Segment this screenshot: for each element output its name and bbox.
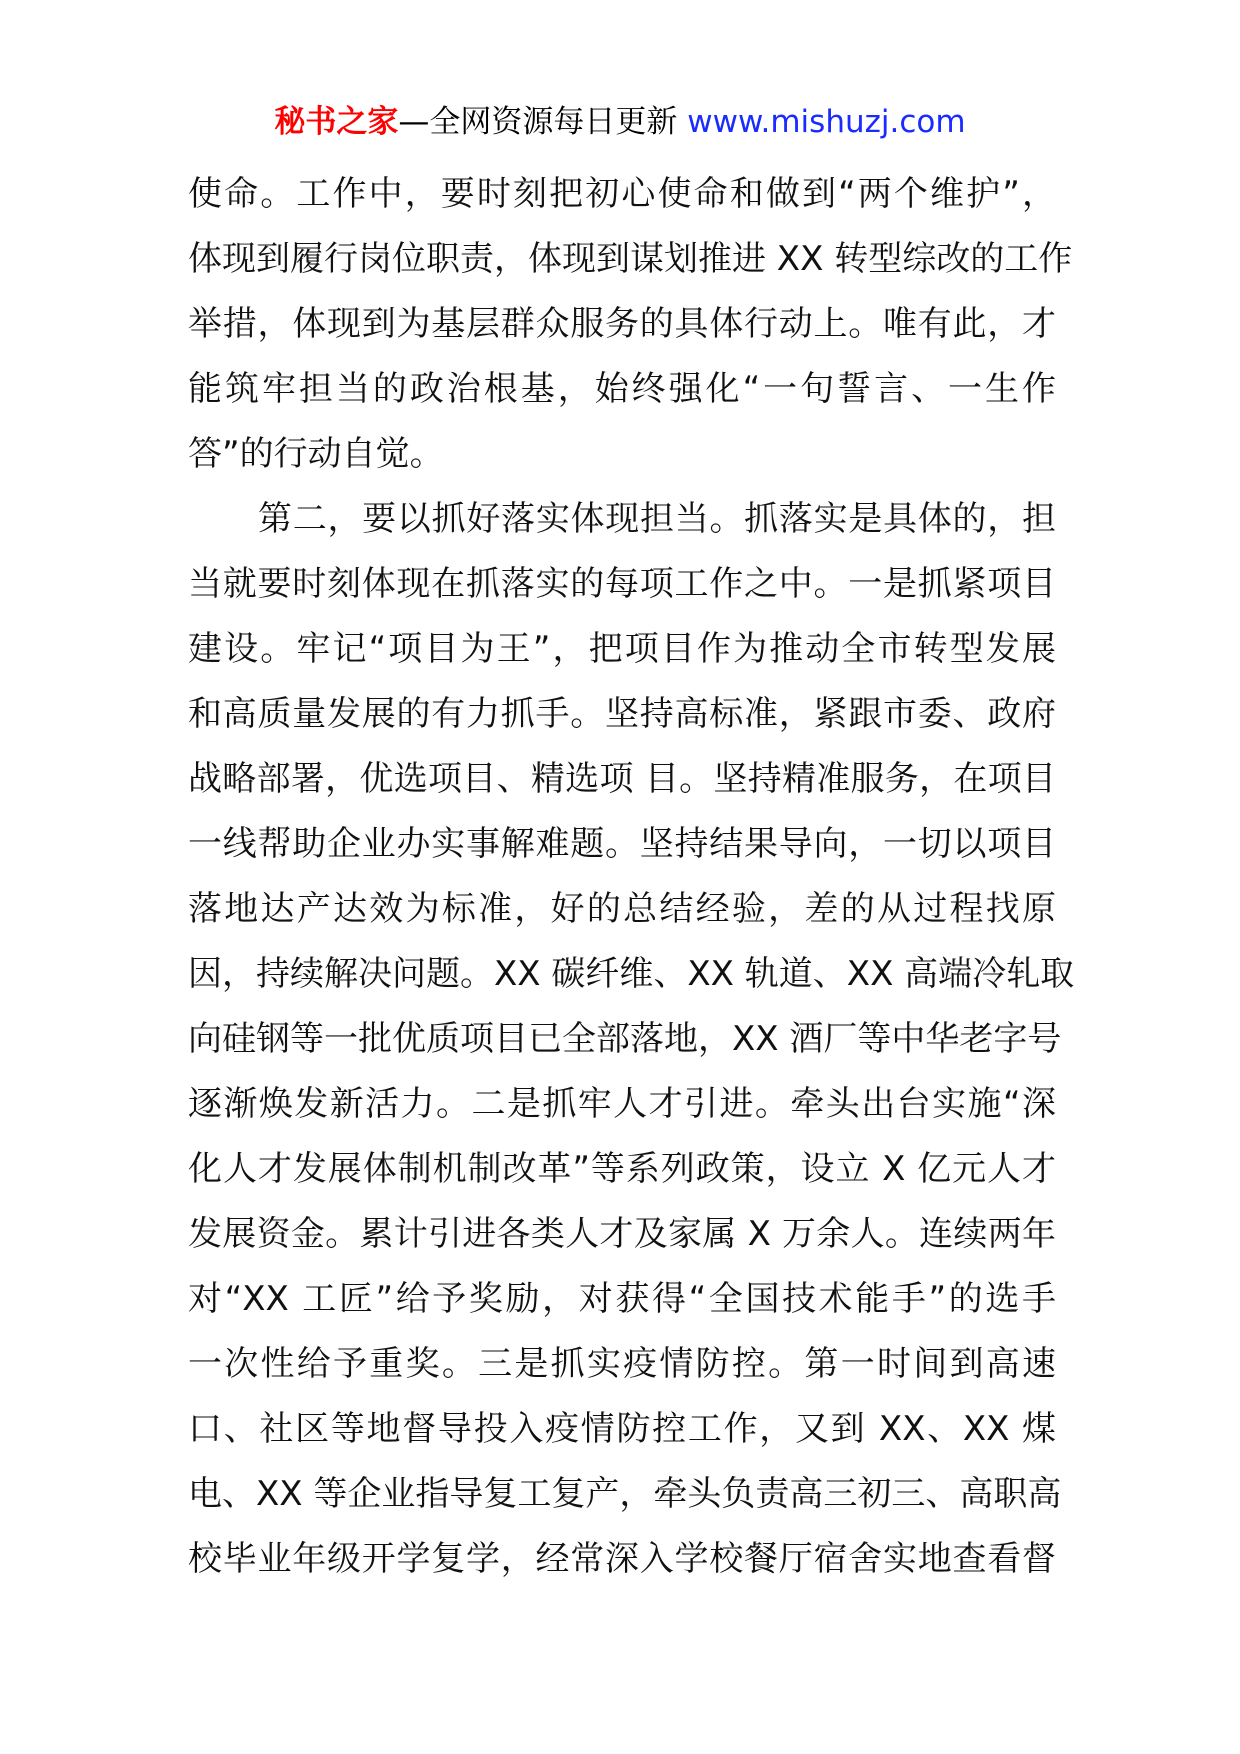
body-text (188, 162, 1075, 1592)
text-line: 校毕业年级开学复学，经常深入学校餐厅宿舍实地查看督 (188, 1539, 1056, 1579)
text-line: 口、社区等地督导投入疫情防控工作，又到 XX、XX 煤 (188, 1409, 1056, 1449)
website-link[interactable]: www.mishuzj.com (687, 104, 966, 140)
text-line: 逐渐焕发新活力。二是抓牢人才引进。牵头出台实施“深 (188, 1084, 1056, 1124)
text-line: 体现到履行岗位职责，体现到谋划推进 XX 转型综改的工作 (188, 239, 1073, 279)
text-line: 一次性给予重奖。三是抓实疫情防控。第一时间到高速 (188, 1344, 1056, 1384)
text-line: 使命。工作中，要时刻把初心使命和做到“两个维护”， (188, 174, 1056, 214)
text-line: 因，持续解决问题。XX 碳纤维、XX 轨道、XX 高端冷轧取 (188, 954, 1075, 994)
header-slogan: —全网资源每日更新 (398, 104, 688, 140)
text-line: 当就要时刻体现在抓落实的每项工作之中。一是抓紧项目 (188, 564, 1056, 604)
text-line: 落地达产达效为标准，好的总结经验，差的从过程找原 (188, 889, 1056, 929)
page-header (0, 100, 1240, 144)
paragraph-start-line: 第二，要以抓好落实体现担当。抓落实是具体的，担 (258, 499, 1056, 539)
brand-name: 秘书之家 (274, 104, 399, 140)
text-line: 和高质量发展的有力抓手。坚持高标准，紧跟市委、政府 (188, 694, 1056, 734)
text-line: 一线帮助企业办实事解难题。坚持结果导向，一切以项目 (188, 824, 1056, 864)
text-line: 向硅钢等一批优质项目已全部落地，XX 酒厂等中华老字号 (188, 1019, 1062, 1059)
text-line: 电、XX 等企业指导复工复产，牵头负责高三初三、高职高 (188, 1474, 1062, 1514)
text-line: 能筑牢担当的政治根基，始终强化“一句誓言、一生作 (188, 369, 1056, 409)
text-line: 发展资金。累计引进各类人才及家属 X 万余人。连续两年 (188, 1214, 1056, 1254)
text-line: 建设。牢记“项目为王”，把项目作为推动全市转型发展 (188, 629, 1056, 669)
text-line: 战略部署，优选项目、精选项 目。坚持精准服务，在项目 (188, 759, 1056, 799)
text-line: 对“XX 工匠”给予奖励，对获得“全国技术能手”的选手 (188, 1279, 1056, 1319)
text-line: 举措，体现到为基层群众服务的具体行动上。唯有此，才 (188, 304, 1056, 344)
text-line: 化人才发展体制机制改革”等系列政策，设立 X 亿元人才 (188, 1149, 1056, 1189)
text-line: 答”的行动自觉。 (188, 434, 444, 474)
